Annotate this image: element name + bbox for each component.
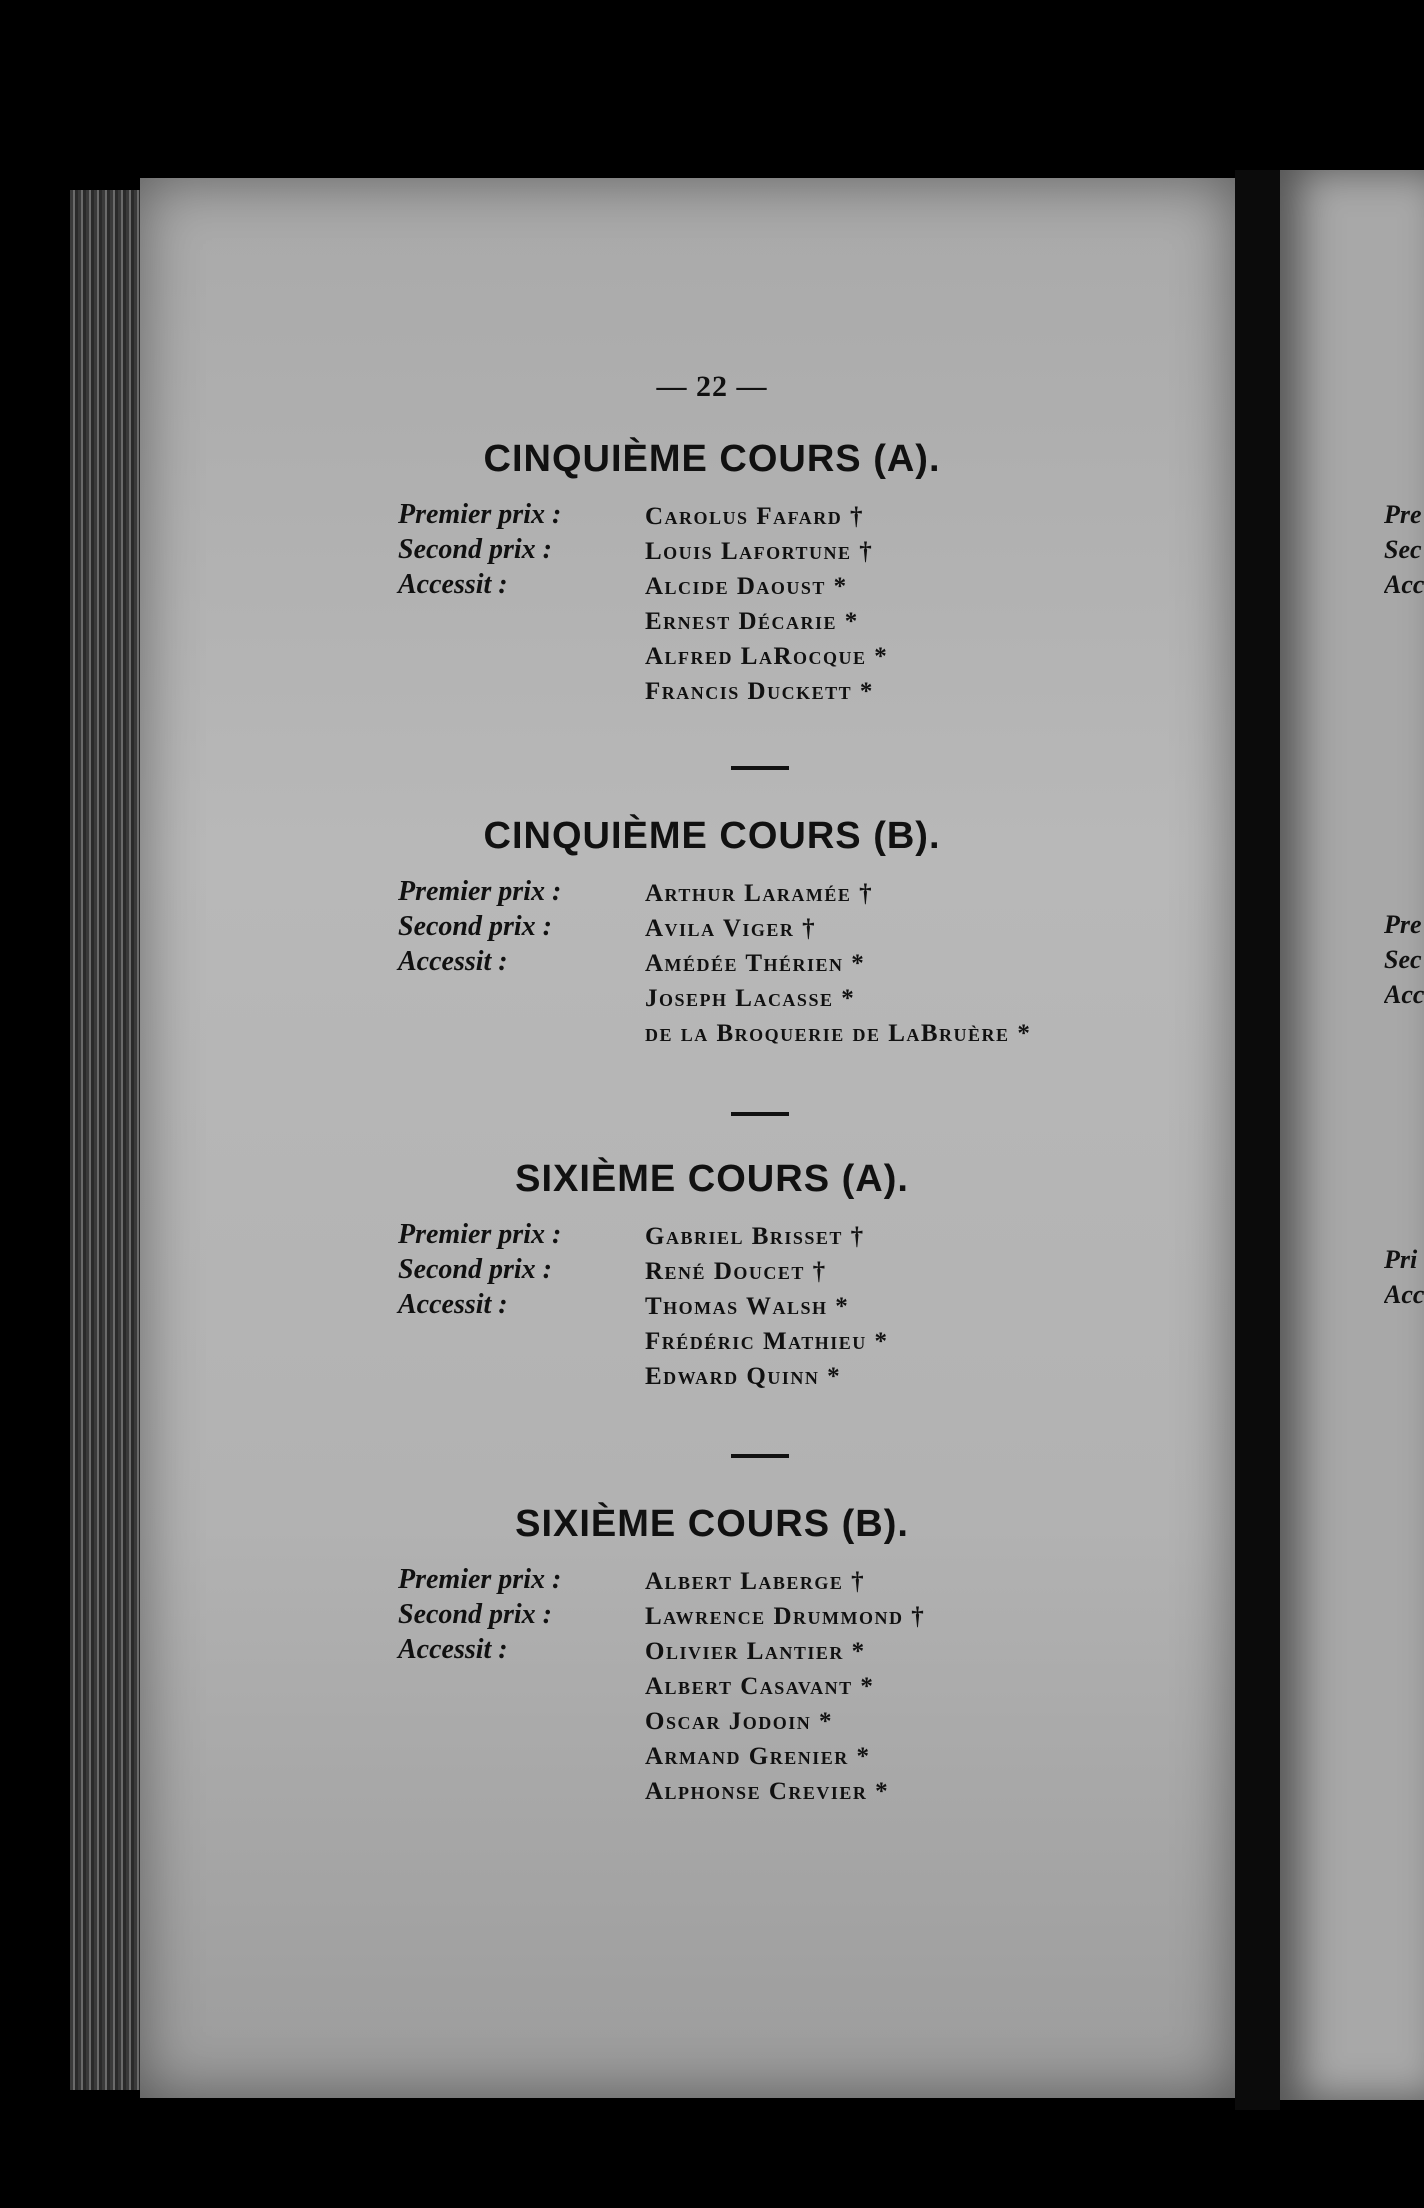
accessit-name: Alphonse Crevier * (645, 1778, 890, 1805)
second-prix-winner: Avila Viger † (645, 915, 817, 942)
section-heading: SIXIÈME COURS (B). (515, 1503, 909, 1545)
premier-prix-label: Premier prix : (398, 1564, 562, 1595)
accessit-name: Albert Casavant * (645, 1673, 875, 1700)
section-heading: CINQUIÈME COURS (A). (483, 438, 941, 480)
accessit-name: de la Broquerie de LaBruère * (645, 1020, 1032, 1047)
facing-page-fragment: Sec (1384, 535, 1422, 564)
laureate-list (645, 1564, 1205, 1809)
laureate-list (645, 876, 1205, 1051)
premier-prix-label: Premier prix : (398, 499, 562, 530)
accessit-name: Alfred LaRocque * (645, 643, 889, 670)
accessit-name: Thomas Walsh * (645, 1293, 850, 1320)
premier-prix-winner: Carolus Fafard † (645, 503, 864, 530)
facing-page-fragment: Pre (1384, 500, 1422, 529)
second-prix-winner: Lawrence Drummond † (645, 1603, 926, 1630)
section-cinquieme-a (0, 438, 1424, 705)
second-prix-label: Second prix : (398, 1599, 552, 1630)
facing-page-fragment: Pri (1384, 1245, 1418, 1274)
facing-page-fragment: Acc (1384, 980, 1424, 1009)
accessit-label: Accessit : (398, 1289, 508, 1320)
section-divider (731, 766, 789, 770)
accessit-name: Joseph Lacasse * (645, 985, 856, 1012)
accessit-label: Accessit : (398, 1634, 508, 1665)
second-prix-winner: Louis Lafortune † (645, 538, 874, 565)
second-prix-label: Second prix : (398, 911, 552, 942)
accessit-name: Francis Duckett * (645, 678, 874, 705)
accessit-name: Edward Quinn * (645, 1363, 842, 1390)
facing-page-fragment: Acc (1384, 570, 1424, 599)
premier-prix-label: Premier prix : (398, 876, 562, 907)
premier-prix-label: Premier prix : (398, 1219, 562, 1250)
accessit-name: Amédée Thérien * (645, 950, 866, 977)
accessit-name: Ernest Décarie * (645, 608, 859, 635)
accessit-name: Armand Grenier * (645, 1743, 871, 1770)
premier-prix-winner: Gabriel Brisset † (645, 1223, 865, 1250)
second-prix-label: Second prix : (398, 534, 552, 565)
laureate-list (645, 499, 1205, 709)
second-prix-winner: René Doucet † (645, 1258, 827, 1285)
premier-prix-winner: Arthur Laramée † (645, 880, 874, 907)
accessit-name: Oscar Jodoin * (645, 1708, 833, 1735)
facing-page-fragment: Pre (1384, 910, 1422, 939)
accessit-label: Accessit : (398, 946, 508, 977)
accessit-name: Olivier Lantier * (645, 1638, 866, 1665)
facing-page-fragment: Acc (1384, 1280, 1424, 1309)
section-sixieme-b (0, 1503, 1424, 1805)
section-divider (731, 1454, 789, 1458)
facing-page-fragment: Sec (1384, 945, 1422, 974)
second-prix-label: Second prix : (398, 1254, 552, 1285)
accessit-name: Alcide Daoust * (645, 573, 848, 600)
section-heading: SIXIÈME COURS (A). (515, 1158, 909, 1200)
section-sixieme-a (0, 1158, 1424, 1390)
premier-prix-winner: Albert Laberge † (645, 1568, 866, 1595)
page-number: — 22 — (656, 370, 768, 403)
section-cinquieme-b (0, 815, 1424, 1047)
section-divider (731, 1112, 789, 1116)
laureate-list (645, 1219, 1205, 1394)
accessit-label: Accessit : (398, 569, 508, 600)
section-heading: CINQUIÈME COURS (B). (483, 815, 941, 857)
accessit-name: Frédéric Mathieu * (645, 1328, 889, 1355)
